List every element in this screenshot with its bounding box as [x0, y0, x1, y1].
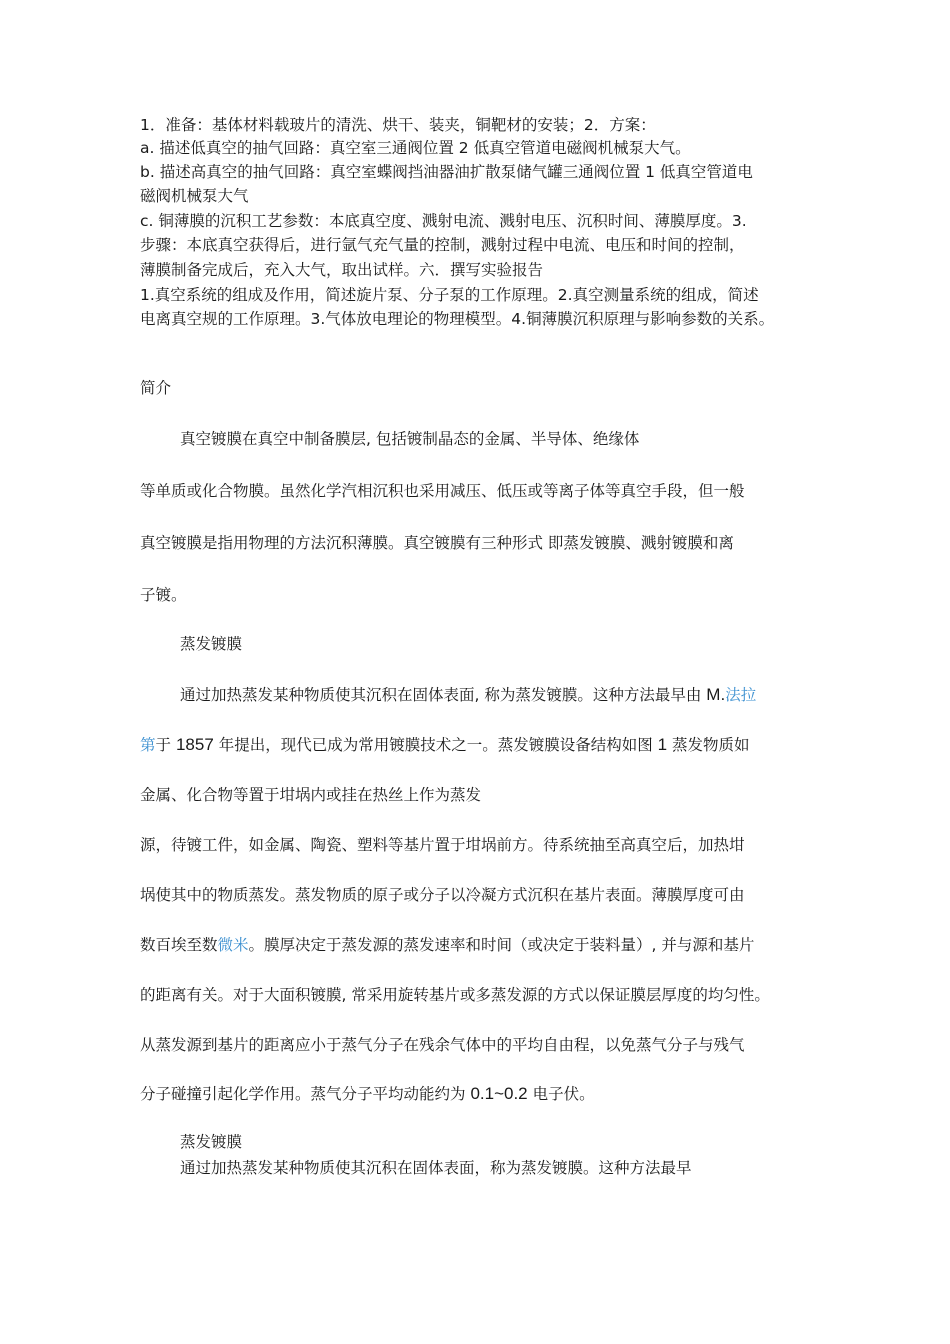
- evaporation-paragraph-line: 的距离有关。对于大面积镀膜, 常采用旋转基片或多蒸发源的方式以保证膜层厚度的均匀性。: [140, 986, 770, 1004]
- evaporation-paragraph-line: [140, 1083, 595, 1105]
- evaporation-paragraph-line: 从蒸发源到基片的距离应小于蒸气分子在残余气体中的平均自由程，以免蒸气分子与残气: [140, 1036, 745, 1054]
- evaporation-paragraph-repeat: 通过加热蒸发某种物质使其沉积在固体表面，称为蒸发镀膜。这种方法最早: [180, 1159, 692, 1177]
- text-span: 分子碰撞引起化学作用。蒸气分子平均动能约为: [140, 1085, 471, 1103]
- text-span: 。膜厚决定于蒸发源的蒸发速率和时间（或决定于装料量）, 并与源和基片: [248, 936, 755, 954]
- steps-line: 步骤：本底真空获得后，进行氩气充气量的控制，溅射过程中电流、电压和时间的控制，: [140, 236, 745, 254]
- micrometer-link[interactable]: 微米: [217, 936, 249, 954]
- report-line-cont: 电离真空规的工作原理。3.气体放电理论的物理模型。4.铜薄膜沉积原理与影响参数的关系。: [140, 310, 775, 328]
- intro-paragraph-line: 真空镀膜在真空中制备膜层, 包括镀制晶态的金属、半导体、绝缘体: [180, 430, 640, 448]
- prep-line: 1．准备：基体材料载玻片的清洗、烘干、装夹，铜靶材的安装；2．方案：: [140, 116, 656, 134]
- intro-paragraph-line: 子镀。: [140, 586, 187, 604]
- evaporation-heading-repeat: 蒸发镀膜: [180, 1133, 243, 1151]
- text-span: 电子伏。: [527, 1085, 595, 1103]
- evaporation-paragraph-line: 金属、化合物等置于坩埚内或挂在热丝上作为蒸发: [140, 786, 482, 804]
- high-vacuum-line-cont: 磁阀机械泵大气: [140, 187, 249, 205]
- evaporation-paragraph-line: [180, 684, 756, 706]
- text-span: 通过加热蒸发某种物质使其沉积在固体表面, 称为蒸发镀膜。这种方法最早由: [180, 686, 707, 704]
- year-text: 1857: [175, 735, 214, 754]
- faraday-link-cont[interactable]: 第: [140, 736, 156, 754]
- text-span: 于: [155, 736, 176, 754]
- low-vacuum-line: a. 描述低真空的抽气回路：真空室三通阀位置 2 低真空管道电磁阀机械泵大气。: [140, 139, 691, 157]
- faraday-link[interactable]: 法拉: [725, 686, 757, 704]
- intro-paragraph-line: 等单质或化合物膜。虽然化学汽相沉积也采用减压、低压或等离子体等真空手段，但一般: [140, 482, 745, 500]
- steps-line-cont: 薄膜制备完成后，充入大气，取出试样。六．撰写实验报告: [140, 261, 544, 279]
- text-span: 数百埃至数: [140, 936, 218, 954]
- text-span: 年提出，现代已成为常用镀膜技术之一。蒸发镀膜设备结构如图: [213, 736, 658, 754]
- intro-paragraph-line: 真空镀膜是指用物理的方法沉积薄膜。真空镀膜有三种形式 即蒸发镀膜、溅射镀膜和离: [140, 534, 734, 552]
- report-line: 1.真空系统的组成及作用，简述旋片泵、分子泵的工作原理。2.真空测量系统的组成，简述: [140, 286, 759, 304]
- evaporation-paragraph-line: [140, 734, 750, 756]
- energy-value: 0.1~0.2: [470, 1084, 528, 1103]
- figure-number: 1: [657, 735, 668, 754]
- evaporation-paragraph-line: 埚使其中的物质蒸发。蒸发物质的原子或分子以冷凝方式沉积在基片表面。薄膜厚度可由: [140, 886, 745, 904]
- text-span: 蒸发物质如: [667, 736, 750, 754]
- evaporation-paragraph-line: [140, 934, 754, 956]
- deposition-params-line: c. 铜薄膜的沉积工艺参数：本底真空度、溅射电流、溅射电压、沉积时间、薄膜厚度。3.: [140, 212, 747, 230]
- text-span: M.: [706, 685, 726, 704]
- high-vacuum-line: b. 描述高真空的抽气回路：真空室蝶阀挡油器油扩散泵储气罐三通阀位置 1 低真空管道电: [140, 163, 753, 181]
- evaporation-heading: 蒸发镀膜: [180, 635, 243, 653]
- evaporation-paragraph-line: 源，待镀工件，如金属、陶瓷、塑料等基片置于坩埚前方。待系统抽至高真空后，加热坩: [140, 836, 745, 854]
- intro-heading: 简介: [140, 379, 172, 397]
